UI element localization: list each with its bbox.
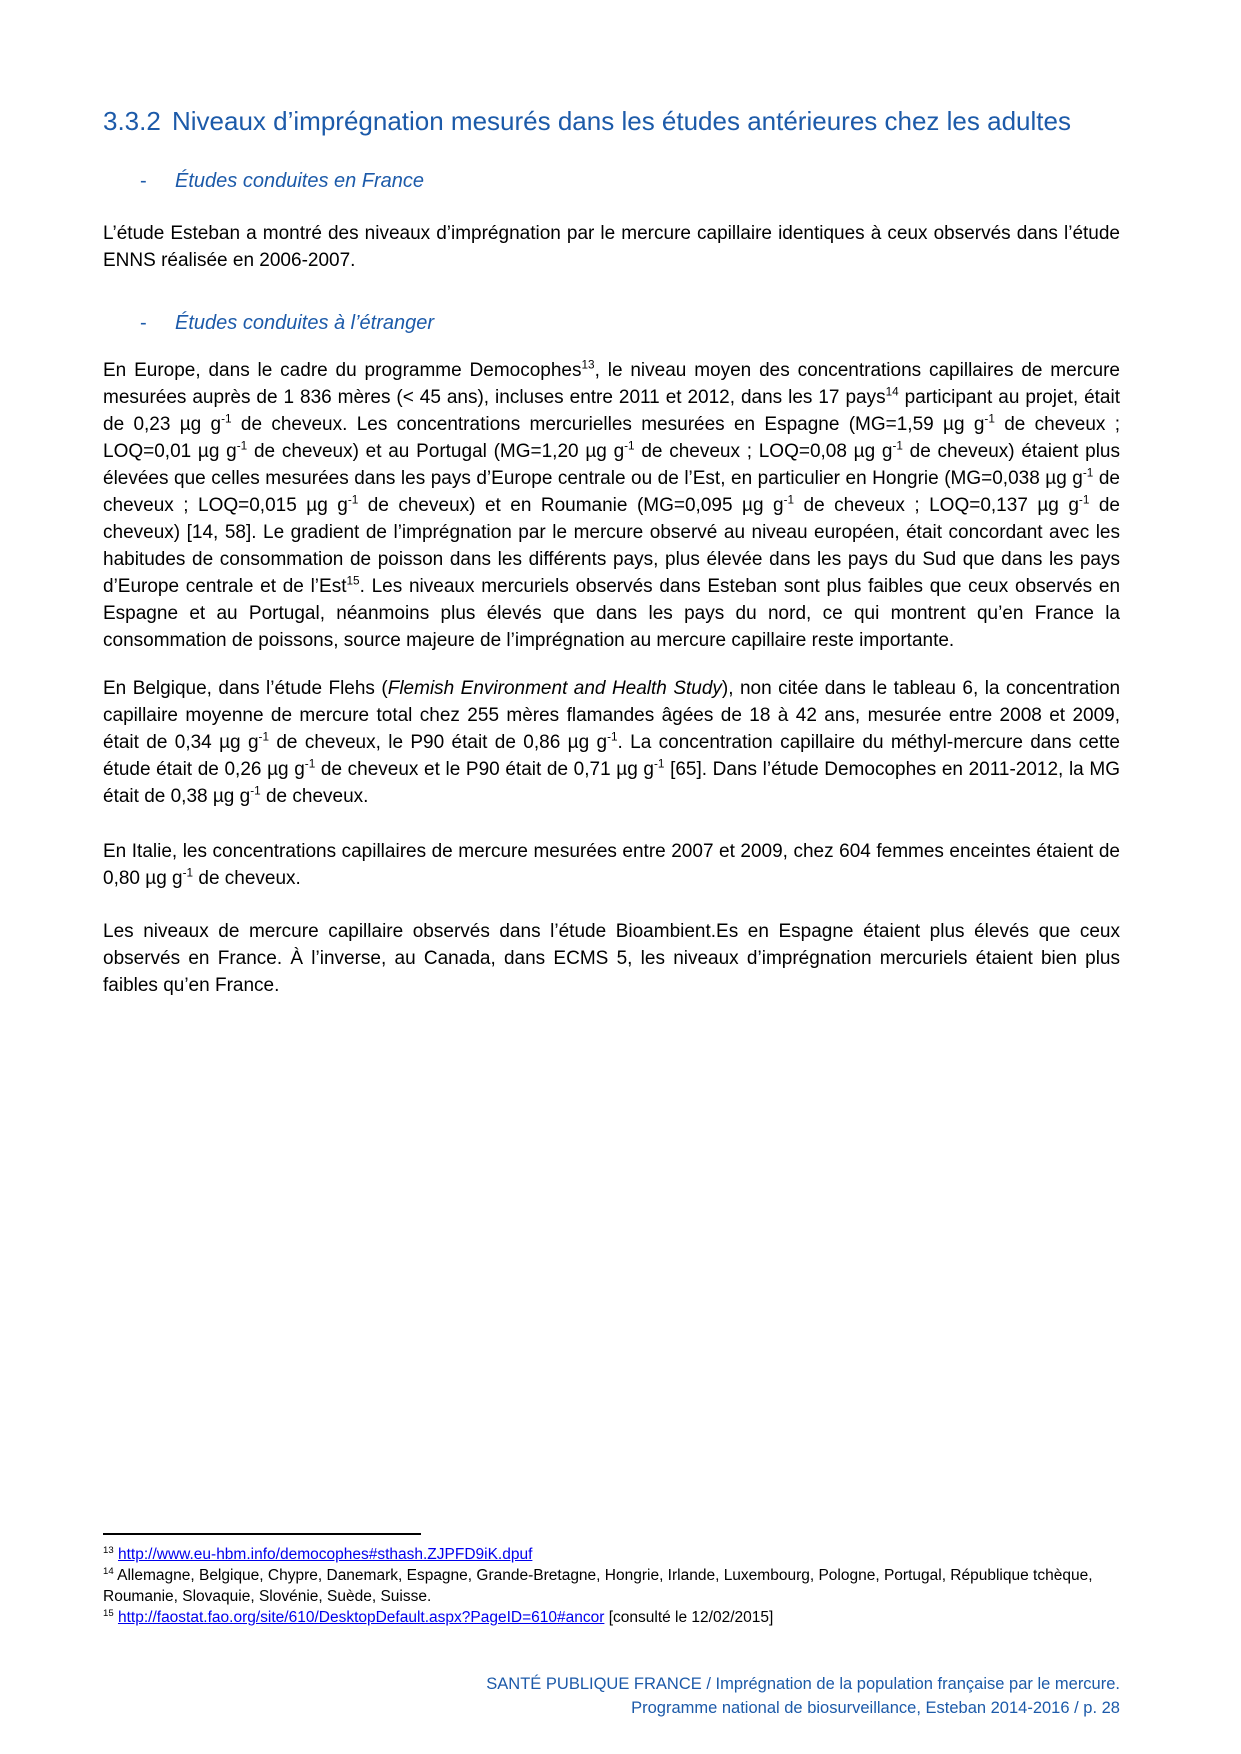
superscript: -1 (783, 493, 795, 507)
section-title: Niveaux d’imprégnation mesurés dans les études antérieures chez les adultes (172, 106, 1071, 136)
footnotes-section (103, 1533, 1120, 1628)
superscript: -1 (236, 439, 248, 453)
text-run: de cheveux) et au Portugal (MG=1,20 µg g (247, 441, 625, 462)
text-run: [consulté le 12/02/2015] (604, 1609, 774, 1626)
text-run: de cheveux ; LOQ=0,015 µg g (103, 468, 1120, 516)
superscript: -1 (304, 757, 316, 771)
footnote-15 (103, 1607, 1120, 1628)
text-run: de cheveux) [14, 58]. Le gradient de l’imprégnation par le mercure observé au niveau européen, était concordant avec les habitudes de consommation de poisson dans les différents pays, plus élevée dans les pays du Sud que dans les pays d’Europe centrale et de l’Est (103, 495, 1121, 597)
section-heading (103, 104, 1120, 138)
subheading-france-label: Études conduites en France (175, 170, 425, 192)
footnote-separator (103, 1533, 421, 1535)
superscript: 15 (346, 574, 360, 588)
text-run: En Italie, les concentrations capillaires de mercure mesurées entre 2007 et 2009, chez 604 femmes enceintes étaient de 0,80 µg g (103, 841, 1120, 889)
footnote-link[interactable]: http://www.eu-hbm.info/democophes#sthash.ZJPFD9iK.dpuf (117, 1546, 533, 1563)
text-run: En Belgique, dans l’étude Flehs ( (103, 678, 388, 699)
section-number: 3.3.2 (103, 106, 161, 136)
superscript: -1 (892, 439, 903, 453)
superscript: -1 (1082, 466, 1094, 480)
superscript: 14 (885, 385, 899, 399)
superscript: 15 (103, 1607, 114, 1619)
superscript: -1 (984, 412, 995, 426)
dash-bullet: - (140, 312, 147, 334)
text-run: En Europe, dans le cadre du programme Democophes (103, 360, 582, 381)
text-run: Allemagne, Belgique, Chypre, Danemark, Espagne, Grande-Bretagne, Hongrie, Irlande, Luxembourg, Pologne, Portugal, République tchèque, Roumanie, Slovaquie, Slovénie, Suède, Suisse. (103, 1567, 1093, 1605)
subheading-etranger (140, 310, 1120, 336)
para-espagne-canada (103, 918, 1120, 999)
text-run: Les niveaux de mercure capillaire observés dans l’étude Bioambient.Es en Espagne étaient plus élevés que ceux observés en France. À l’inverse, au Canada, dans ECMS 5, les niveaux d’imprégnation mercuriels étaient bien plus faibles qu’en France. (103, 921, 1120, 996)
subheading-etranger-label: Études conduites à l’étranger (175, 312, 435, 334)
superscript: 14 (103, 1565, 114, 1577)
text-run: . La concentration capillaire du méthyl-mercure dans cette étude était de 0,26 µg g (103, 732, 1120, 780)
text-run: de cheveux. Les concentrations mercurielles mesurées en Espagne (MG=1,59 µg g (231, 414, 985, 435)
text-run: de cheveux. (260, 786, 369, 807)
superscript: -1 (653, 757, 665, 771)
superscript: -1 (221, 412, 232, 426)
text-run: [65]. Dans l’étude Democophes en 2011-2012, la MG était de 0,38 µg g (103, 759, 1120, 807)
text-run: de cheveux, le P90 était de 0,86 µg g (269, 732, 608, 753)
superscript: -1 (624, 439, 635, 453)
text-run: , le niveau moyen des concentrations capillaires de mercure mesurées auprès de 1 836 mères (< 45 ans), incluses entre 2011 et 2012, dans les 17 pays (103, 360, 1120, 408)
footnote-14 (103, 1565, 1120, 1607)
subheading-france (140, 168, 1120, 194)
superscript: -1 (1078, 493, 1090, 507)
footnote-13 (103, 1544, 1120, 1565)
para-belgique (103, 675, 1120, 810)
text-run: de cheveux) et en Roumanie (MG=0,095 µg g (358, 495, 784, 516)
superscript: -1 (347, 493, 359, 507)
superscript: -1 (607, 730, 618, 744)
para-europe (103, 357, 1120, 654)
text-run: de cheveux. (193, 868, 301, 889)
para-italie (103, 838, 1120, 892)
text-run: ), non citée dans le tableau 6, la concentration capillaire moyenne de mercure total chez 255 mères flamandes âgées de 18 à 42 ans, mesurée entre 2008 et 2009, était de 0,34 µg g (103, 678, 1121, 753)
para-france (103, 220, 1120, 274)
footer-line-2: Programme national de biosurveillance, Esteban 2014-2016 / p. 28 (631, 1699, 1120, 1717)
superscript: -1 (258, 730, 269, 744)
page-footer (486, 1672, 1120, 1720)
text-run: de cheveux et le P90 était de 0,71 µg g (315, 759, 654, 780)
text-run: de cheveux) étaient plus élevées que celles mesurées dans les pays d’Europe centrale ou de l’Est, en particulier en Hongrie (MG=0,038 µg g (103, 441, 1120, 489)
superscript: -1 (182, 866, 194, 880)
footnote-link[interactable]: http://faostat.fao.org/site/610/DesktopDefault.aspx?PageID=610#ancor (117, 1609, 605, 1626)
text-run: L’étude Esteban a montré des niveaux d’imprégnation par le mercure capillaire identiques à ceux observés dans l’étude ENNS réalisée en 2006-2007. (103, 223, 1120, 271)
text-run: . Les niveaux mercuriels observés dans Esteban sont plus faibles que ceux observés en Espagne et au Portugal, néanmoins plus élevés que dans les pays du nord, ce qui montrent qu’en France la consommation de poissons, source majeure de l’imprégnation au mercure capillaire reste importante. (103, 576, 1121, 651)
text-run: de cheveux ; LOQ=0,01 µg g (103, 414, 1120, 462)
superscript: 13 (581, 358, 595, 372)
text-run: participant au projet, était de 0,23 µg g (103, 387, 1120, 435)
text-run: de cheveux ; LOQ=0,08 µg g (634, 441, 893, 462)
text-run: Flemish Environment and Health Study (387, 678, 722, 699)
dash-bullet: - (140, 170, 147, 192)
text-run: de cheveux ; LOQ=0,137 µg g (794, 495, 1079, 516)
footer-line-1: SANTÉ PUBLIQUE FRANCE / Imprégnation de la population française par le mercure. (486, 1675, 1120, 1693)
superscript: -1 (250, 784, 261, 798)
superscript: 13 (103, 1544, 114, 1556)
